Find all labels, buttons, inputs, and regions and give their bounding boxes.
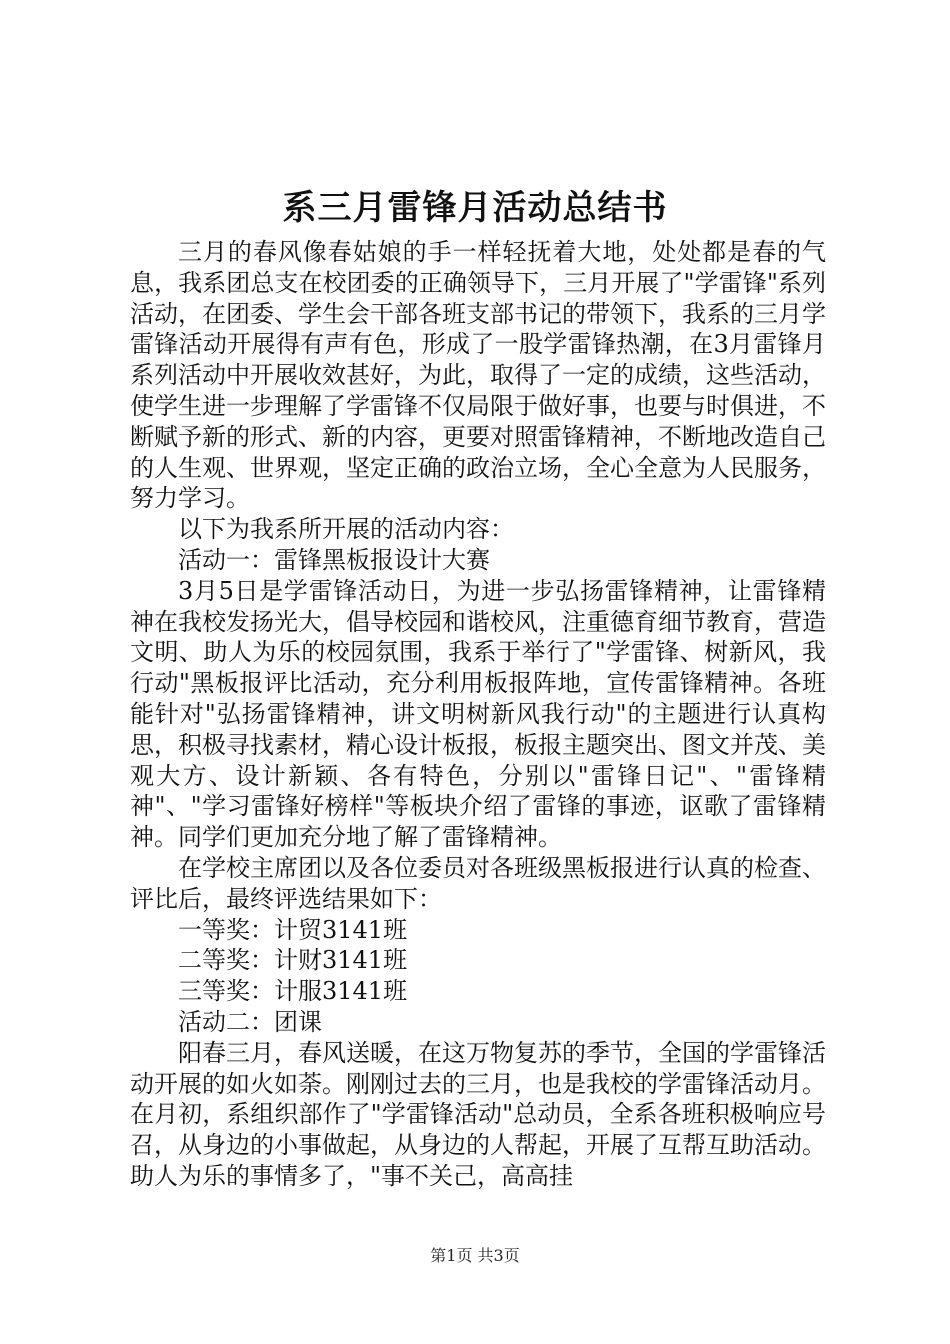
document-title: 系三月雷锋月活动总结书 [282, 188, 668, 228]
award-first: 一等奖：计贸3141班 [178, 915, 408, 944]
award-third: 三等奖：计服3141班 [178, 977, 408, 1006]
paragraph-intro: 三月的春风像春姑娘的手一样轻抚着大地，处处都是春的气息，我系团总支在校团委的正确领导下，三月开展了"学雷锋"系列活动，在团委、学生会干部各班支部书记的带领下，我系的三月学雷锋活动开展得有声有色，形成了一股学雷锋热潮，在3月雷锋月系列活动中开展收效甚好，为此，取得了一定的成绩，这些活动，使学生进一步理解了学雷锋不仅局限于做好事，也要与时俱进，不断赋予新的形式、新的内容，更要对照雷锋精神，不断地改造自己的人生观、世界观，坚定正确的政治立场，全心全意为人民服务，努力学习。 [130, 238, 826, 513]
paragraph-activity-one: 3月5日是学雷锋活动日，为进一步弘扬雷锋精神，让雷锋精神在我校发扬光大，倡导校园和谐校风，注重德育细节教育，营造文明、助人为乐的校园氛围，我系于举行了"学雷锋、树新风，我行动"黑板报评比活动，充分利用板报阵地，宣传雷锋精神。各班能针对"弘扬雷锋精神，讲文明树新风我行动"的主题进行认真构思，积极寻找素材，精心设计板报，板报主题突出、图文并茂、美观大方、设计新颖、各有特色，分别以"雷锋日记"、"雷锋精神"、"学习雷锋好榜样"等板块介绍了雷锋的事迹，讴歌了雷锋精神。同学们更加充分地了解了雷锋精神。 [130, 576, 826, 852]
paragraph-activities-heading: 以下为我系所开展的活动内容： [178, 515, 514, 544]
activity-two-heading: 活动二：团课 [178, 1007, 322, 1036]
paragraph-evaluation: 在学校主席团以及各位委员对各班级黑板报进行认真的检查、评比后，最终评选结果如下： [130, 853, 826, 913]
page-footer: 第1页 共3页 [430, 1246, 520, 1265]
document-body [130, 237, 826, 1192]
paragraph-activity-two: 阳春三月，春风送暖，在这万物复苏的季节，全国的学雷锋活动开展的如火如荼。刚刚过去的三月，也是我校的学雷锋活动月。在月初，系组织部作了"学雷锋活动"总动员，全系各班积极响应号召，从身边的小事做起，从身边的人帮起，开展了互帮互助活动。助人为乐的事情多了，"事不关己，高高挂 [130, 1038, 826, 1190]
award-second: 二等奖：计财3141班 [178, 946, 408, 975]
activity-one-heading: 活动一：雷锋黑板报设计大赛 [178, 545, 490, 574]
